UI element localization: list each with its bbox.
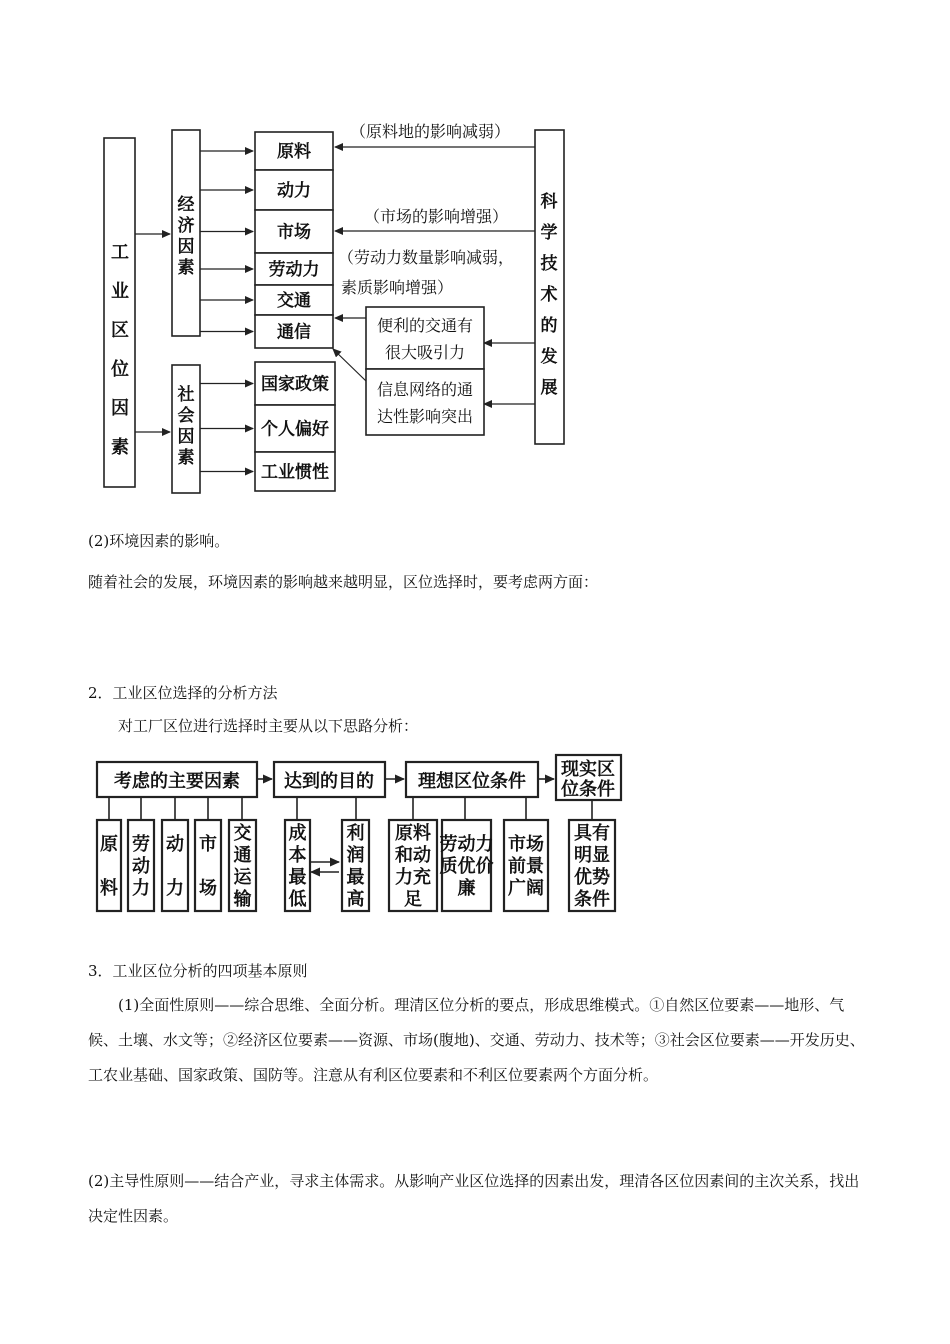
factor-label: 动 bbox=[166, 834, 184, 855]
ideal-label: 市场 bbox=[508, 834, 544, 855]
social-item-label: 个人偏好 bbox=[261, 419, 329, 440]
ideal-label: 力充 bbox=[395, 867, 431, 888]
transport-box-line1: 便利的交通有 bbox=[376, 316, 474, 335]
step-label-3: 理想区位条件 bbox=[418, 771, 526, 792]
info-box-line2: 达性影响突出 bbox=[376, 407, 474, 426]
goal-label: 高 bbox=[346, 889, 365, 910]
econ-item-label: 动力 bbox=[277, 181, 311, 201]
goal-label: 成 bbox=[288, 823, 307, 844]
econ-item-label: 原料 bbox=[277, 142, 311, 162]
step-label-2: 达到的目的 bbox=[284, 771, 374, 792]
ideal-label: 和动 bbox=[395, 845, 431, 866]
root-box bbox=[104, 138, 135, 487]
factor-label: 交 bbox=[233, 823, 252, 844]
ideal-label: 廉 bbox=[457, 878, 476, 899]
industrial-location-factors-diagram bbox=[0, 0, 950, 500]
root-label: 工业区位因素 bbox=[111, 242, 129, 458]
ideal-label: 劳动力 bbox=[439, 834, 494, 855]
section3-heading: 3．工业区位分析的四项基本原则 bbox=[88, 962, 308, 980]
vertical-columns bbox=[97, 820, 615, 911]
factor-label: 劳 bbox=[132, 834, 150, 855]
factor-label: 输 bbox=[233, 889, 252, 910]
real-label: 具有 bbox=[574, 823, 610, 844]
econ-item-label: 通信 bbox=[277, 322, 311, 343]
env-heading: (2)环境因素的影响。 bbox=[88, 532, 230, 550]
social-item-label: 工业惯性 bbox=[261, 462, 329, 483]
factor-label: 料 bbox=[100, 878, 118, 899]
section3-p1: (1)全面性原则——综合思维、全面分析。理清区位分析的要点，形成思维模式。①自然区位要素——地形、气候、土壤、水文等；②经济区位要素——资源、市场(腹地)、交通、劳动力、技术等；③社会区位要素——开发历史、工农业基础、国家政策、国防等。注意从有利区位要素和不利区位要素两个方面分析。 bbox=[88, 996, 865, 1084]
transport-box-line2: 很大吸引力 bbox=[384, 343, 466, 362]
social-group-label: 社会因素 bbox=[177, 385, 195, 468]
econ-group-label: 经济因素 bbox=[177, 195, 195, 278]
goal-label: 润 bbox=[346, 845, 365, 866]
ideal-label: 原料 bbox=[395, 823, 431, 844]
ideal-label: 质优价 bbox=[439, 856, 494, 877]
ideal-label: 前景 bbox=[508, 856, 544, 877]
step-label-4a: 现实区 bbox=[561, 759, 615, 780]
ideal-label: 足 bbox=[404, 889, 422, 910]
social-item-label: 国家政策 bbox=[261, 374, 329, 395]
section2-heading: 2．工业区位选择的分析方法 bbox=[88, 684, 278, 702]
ideal-label: 广阔 bbox=[508, 878, 544, 899]
econ-items bbox=[200, 132, 333, 348]
factor-label: 场 bbox=[199, 878, 217, 899]
goal-label: 最 bbox=[288, 867, 307, 888]
social-items bbox=[200, 362, 335, 491]
econ-item-label: 市场 bbox=[277, 222, 311, 243]
goal-label: 最 bbox=[346, 867, 365, 888]
factor-label: 运 bbox=[233, 867, 252, 888]
note-market: （市场的影响增强） bbox=[363, 207, 509, 226]
tech-label: 科学技术的发展 bbox=[540, 192, 558, 398]
note-raw: （原料地的影响减弱） bbox=[349, 122, 511, 141]
analysis-method-diagram bbox=[0, 740, 950, 930]
goal-label: 低 bbox=[288, 889, 307, 910]
note-labor-1: （劳动力数量影响减弱， bbox=[338, 248, 515, 267]
section3-p2: (2)主导性原则——结合产业，寻求主体需求。从影响产业区位选择的因素出发，理清各区位因素间的主次关系，找出决定性因素。 bbox=[88, 1172, 860, 1225]
step-label-4b: 位条件 bbox=[561, 779, 615, 800]
factor-label: 动 bbox=[132, 856, 150, 877]
real-label: 优势 bbox=[574, 867, 610, 888]
real-label: 条件 bbox=[574, 889, 610, 910]
factor-label: 力 bbox=[166, 878, 184, 899]
factor-label: 通 bbox=[233, 845, 252, 866]
factor-label: 力 bbox=[132, 878, 150, 899]
goal-label: 利 bbox=[346, 823, 365, 844]
real-label: 明显 bbox=[574, 845, 610, 866]
step-label-1: 考虑的主要因素 bbox=[114, 771, 240, 792]
econ-item-label: 劳动力 bbox=[268, 260, 320, 280]
env-body: 随着社会的发展，环境因素的影响越来越明显，区位选择时，要考虑两方面： bbox=[88, 573, 599, 591]
goal-label: 本 bbox=[288, 845, 307, 866]
info-box-line1: 信息网络的通 bbox=[376, 380, 474, 399]
factor-label: 原 bbox=[100, 834, 118, 855]
note-labor-2: 素质影响增强） bbox=[341, 278, 454, 297]
econ-item-label: 交通 bbox=[277, 291, 311, 311]
section2-intro: 对工厂区位进行选择时主要从以下思路分析： bbox=[118, 717, 419, 735]
factor-label: 市 bbox=[199, 834, 217, 855]
